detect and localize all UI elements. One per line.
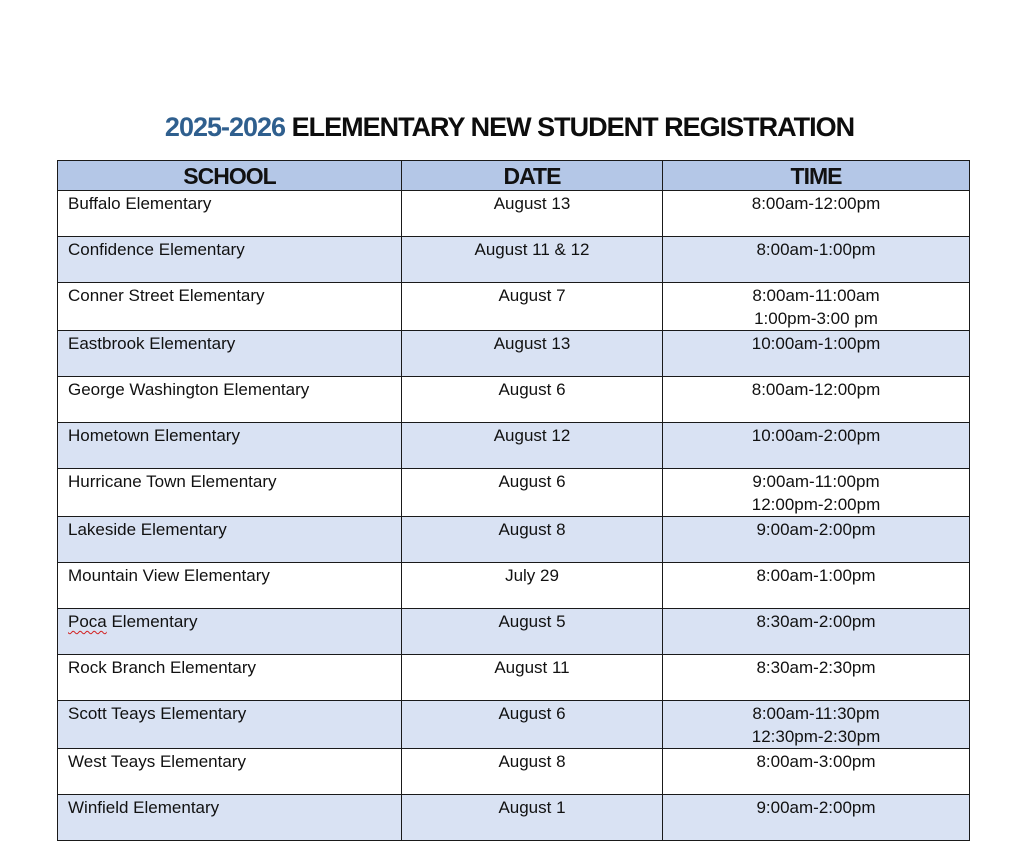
school-cell: Hurricane Town Elementary [58,469,402,517]
time-line: 8:00am-1:00pm [756,566,876,585]
table-row [58,331,970,377]
date-cell: July 29 [402,563,663,609]
header-school: SCHOOL [58,161,402,191]
table-row [58,609,970,655]
time-line: 8:00am-1:00pm [756,240,876,259]
school-cell: West Teays Elementary [58,749,402,795]
time-cell [663,609,970,655]
school-cell: Mountain View Elementary [58,563,402,609]
title-text: ELEMENTARY NEW STUDENT REGISTRATION [291,112,855,142]
school-cell-rest: Elementary [106,612,198,631]
table-row [58,469,970,517]
header-date: DATE [402,161,663,191]
registration-table [57,160,970,841]
time-cell [663,191,970,237]
table-row [58,237,970,283]
date-cell: August 6 [402,377,663,423]
table-row [58,749,970,795]
date-cell: August 8 [402,517,663,563]
date-cell: August 12 [402,423,663,469]
school-cell: Scott Teays Elementary [58,701,402,749]
time-line: 9:00am-2:00pm [756,798,876,817]
date-cell: August 5 [402,609,663,655]
table-row [58,563,970,609]
page-title [0,112,1019,143]
date-cell: August 7 [402,283,663,331]
time-line: 9:00am-2:00pm [756,520,876,539]
table-row [58,517,970,563]
date-cell: August 6 [402,469,663,517]
time-line: 12:00pm-2:00pm [751,495,881,514]
time-line: 8:00am-11:30pm [752,704,880,723]
date-cell: August 1 [402,795,663,841]
date-cell: August 11 [402,655,663,701]
time-line: 8:00am-3:00pm [756,752,876,771]
table-row [58,795,970,841]
table-row [58,701,970,749]
time-line: 8:00am-11:00am [752,286,880,305]
school-cell: Buffalo Elementary [58,191,402,237]
time-cell [663,423,970,469]
spellcheck-word: Poca [68,612,107,631]
school-cell: Eastbrook Elementary [58,331,402,377]
time-line: 8:30am-2:30pm [756,658,876,677]
time-cell [663,469,970,517]
table-row [58,655,970,701]
school-cell: Lakeside Elementary [58,517,402,563]
title-year: 2025-2026 [164,112,286,142]
time-line: 12:30pm-2:30pm [751,727,881,746]
time-line: 8:00am-12:00pm [751,194,881,213]
time-cell [663,795,970,841]
date-cell: August 6 [402,701,663,749]
time-cell [663,377,970,423]
time-cell [663,283,970,331]
school-cell: Hometown Elementary [58,423,402,469]
date-cell: August 11 & 12 [402,237,663,283]
table-row [58,191,970,237]
table-row [58,423,970,469]
table-row [58,283,970,331]
table-header-row [58,161,970,191]
school-cell: Rock Branch Elementary [58,655,402,701]
table-row [58,377,970,423]
time-cell [663,749,970,795]
time-line: 10:00am-1:00pm [751,334,881,353]
time-line: 9:00am-11:00pm [752,472,880,491]
time-cell [663,517,970,563]
header-time: TIME [663,161,970,191]
school-cell [58,609,402,655]
school-cell: George Washington Elementary [58,377,402,423]
school-cell: Confidence Elementary [58,237,402,283]
date-cell: August 8 [402,749,663,795]
school-cell: Conner Street Elementary [58,283,402,331]
time-line: 8:30am-2:00pm [756,612,876,631]
time-cell [663,563,970,609]
time-cell [663,237,970,283]
date-cell: August 13 [402,191,663,237]
time-line: 10:00am-2:00pm [751,426,881,445]
time-line: 8:00am-12:00pm [751,380,881,399]
time-cell [663,655,970,701]
time-line: 1:00pm-3:00 pm [754,309,878,328]
time-cell [663,701,970,749]
school-cell: Winfield Elementary [58,795,402,841]
time-cell [663,331,970,377]
date-cell: August 13 [402,331,663,377]
